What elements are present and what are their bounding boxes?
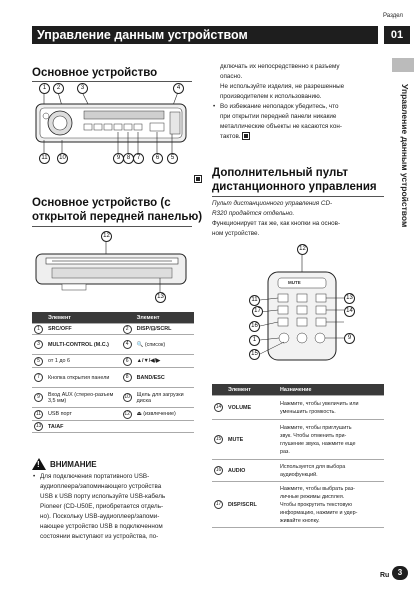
callout-13: 13 [155, 292, 166, 303]
footer-language: Ru [380, 572, 390, 579]
divider [212, 196, 384, 197]
header-title: Управление данным устройством [37, 28, 248, 42]
callout-8: 8 [123, 153, 134, 164]
callout-9: 9 [113, 153, 124, 164]
main-unit-illustration [32, 78, 192, 170]
stop-icon [242, 132, 250, 140]
col-header: Элемент [46, 312, 121, 324]
callout-11: 11 [39, 153, 50, 164]
callout-10: 10 [57, 153, 68, 164]
table-row: 7 Кнопка открытия панели 8 BAND/ESC [32, 368, 194, 388]
callout-12: 12 [297, 244, 308, 255]
callout-12: 12 [101, 231, 112, 242]
callout-13: 13 [344, 293, 355, 304]
table-row: 5 от 1 до 6 6 ▲/▼/◀/▶ [32, 355, 194, 368]
callout-11: 11 [249, 295, 260, 306]
callout-7: 7 [133, 153, 144, 164]
callout-17: 17 [252, 306, 263, 317]
callout-3: 3 [77, 83, 88, 94]
table-row: 17 DISP/SCRL Нажмите, чтобы выбрать раз- личные режимы дисплея. Чтобы прокрутить текстовую информацию, нажмите и удер- живайте кнопку. [212, 482, 384, 528]
table-row: 1 SRC/OFF 2 DISP/⊡/SCRL [32, 324, 194, 335]
callout-16: 16 [249, 321, 260, 332]
warning-block: ! ВНИМАНИЕ • Для подключения портативного USB- аудиоплеера/запоминающего устройства USB к USB порту используйте USB-кабель Pioneer (CD-U50E, приобретается отдель- но). Поскольку USB-аудиоплеер/запоми- нающее устройство USB в подключенном состоянии выступают из устройства, по- [33, 459, 166, 540]
stop-icon [194, 175, 202, 183]
page-number: 3 [392, 566, 408, 580]
callout-5: 5 [167, 153, 178, 164]
callout-6: 6 [152, 153, 163, 164]
callout-14: 14 [344, 306, 355, 317]
table-row: 3 MULTI-CONTROL (M.C.) 4 🔍 (список) [32, 335, 194, 355]
callout-1: 1 [249, 335, 260, 346]
warning-continued: дключать их непосредственно к разъему опасно. Не используйте изделия, не разрешенные производителем к использованию. • Во избежание неполадок убедитесь, что при открытии передней панели никакие металлические объекты не касаются кон- тактов. [213, 63, 345, 140]
detached-heading-line2: открытой передней панелью) [32, 211, 203, 223]
col-header: Элемент [226, 384, 278, 396]
callout-9: 9 [344, 333, 355, 344]
side-tab [392, 58, 414, 72]
divider [32, 226, 192, 227]
mute-label: MUTE [288, 280, 301, 285]
warning-icon: ! [32, 458, 46, 470]
end-mark [194, 170, 202, 188]
callout-15: 15 [249, 349, 260, 360]
elements-table-left [32, 312, 194, 433]
table-row: 11 USB порт 12 ⏏ (извлечение) [32, 408, 194, 421]
detached-illustration [32, 228, 192, 308]
callout-4: 4 [173, 83, 184, 94]
main-unit-heading: Основное устройство [32, 67, 158, 79]
remote-intro: Пульт дистанционного управления CD- R320 продаётся отдельно. Функционирует так же, как кнопки на основ- ном устройстве. [212, 200, 341, 237]
open-panel-icon [32, 228, 192, 308]
remote-control-icon [246, 242, 358, 370]
callout-1: 1 [39, 83, 50, 94]
col-header: Назначение [278, 384, 384, 396]
remote-heading-line1: Дополнительный пульт [212, 167, 348, 179]
remote-heading-line2: дистанционного управления [212, 181, 377, 193]
table-row: 16 AUDIO Используется для выбора аудиофункций. [212, 460, 384, 482]
warning-title: ВНИМАНИЕ [50, 459, 97, 469]
remote-illustration [246, 242, 358, 370]
table-row: 9 Вход AUX (стерео-разъем 3,5 мм) 10 Щель для загрузки диска [32, 388, 194, 408]
table-row: 14 VOLUME Нажмите, чтобы увеличить или уменьшить громкость. [212, 396, 384, 420]
col-header: Элемент [135, 312, 194, 324]
elements-table-right [212, 384, 384, 528]
table-row: 13 TA/AF [32, 421, 194, 433]
side-title: Управление данным устройством [400, 84, 410, 228]
callout-2: 2 [53, 83, 64, 94]
table-row: 15 MUTE Нажмите, чтобы приглушить звук. Чтобы отменить при- глушение звука, нажмите еще раз. [212, 420, 384, 460]
page-header [32, 26, 378, 44]
section-number: 01 [384, 26, 410, 44]
section-label: Раздел [383, 13, 403, 19]
detached-heading-line1: Основное устройство (с [32, 197, 171, 209]
